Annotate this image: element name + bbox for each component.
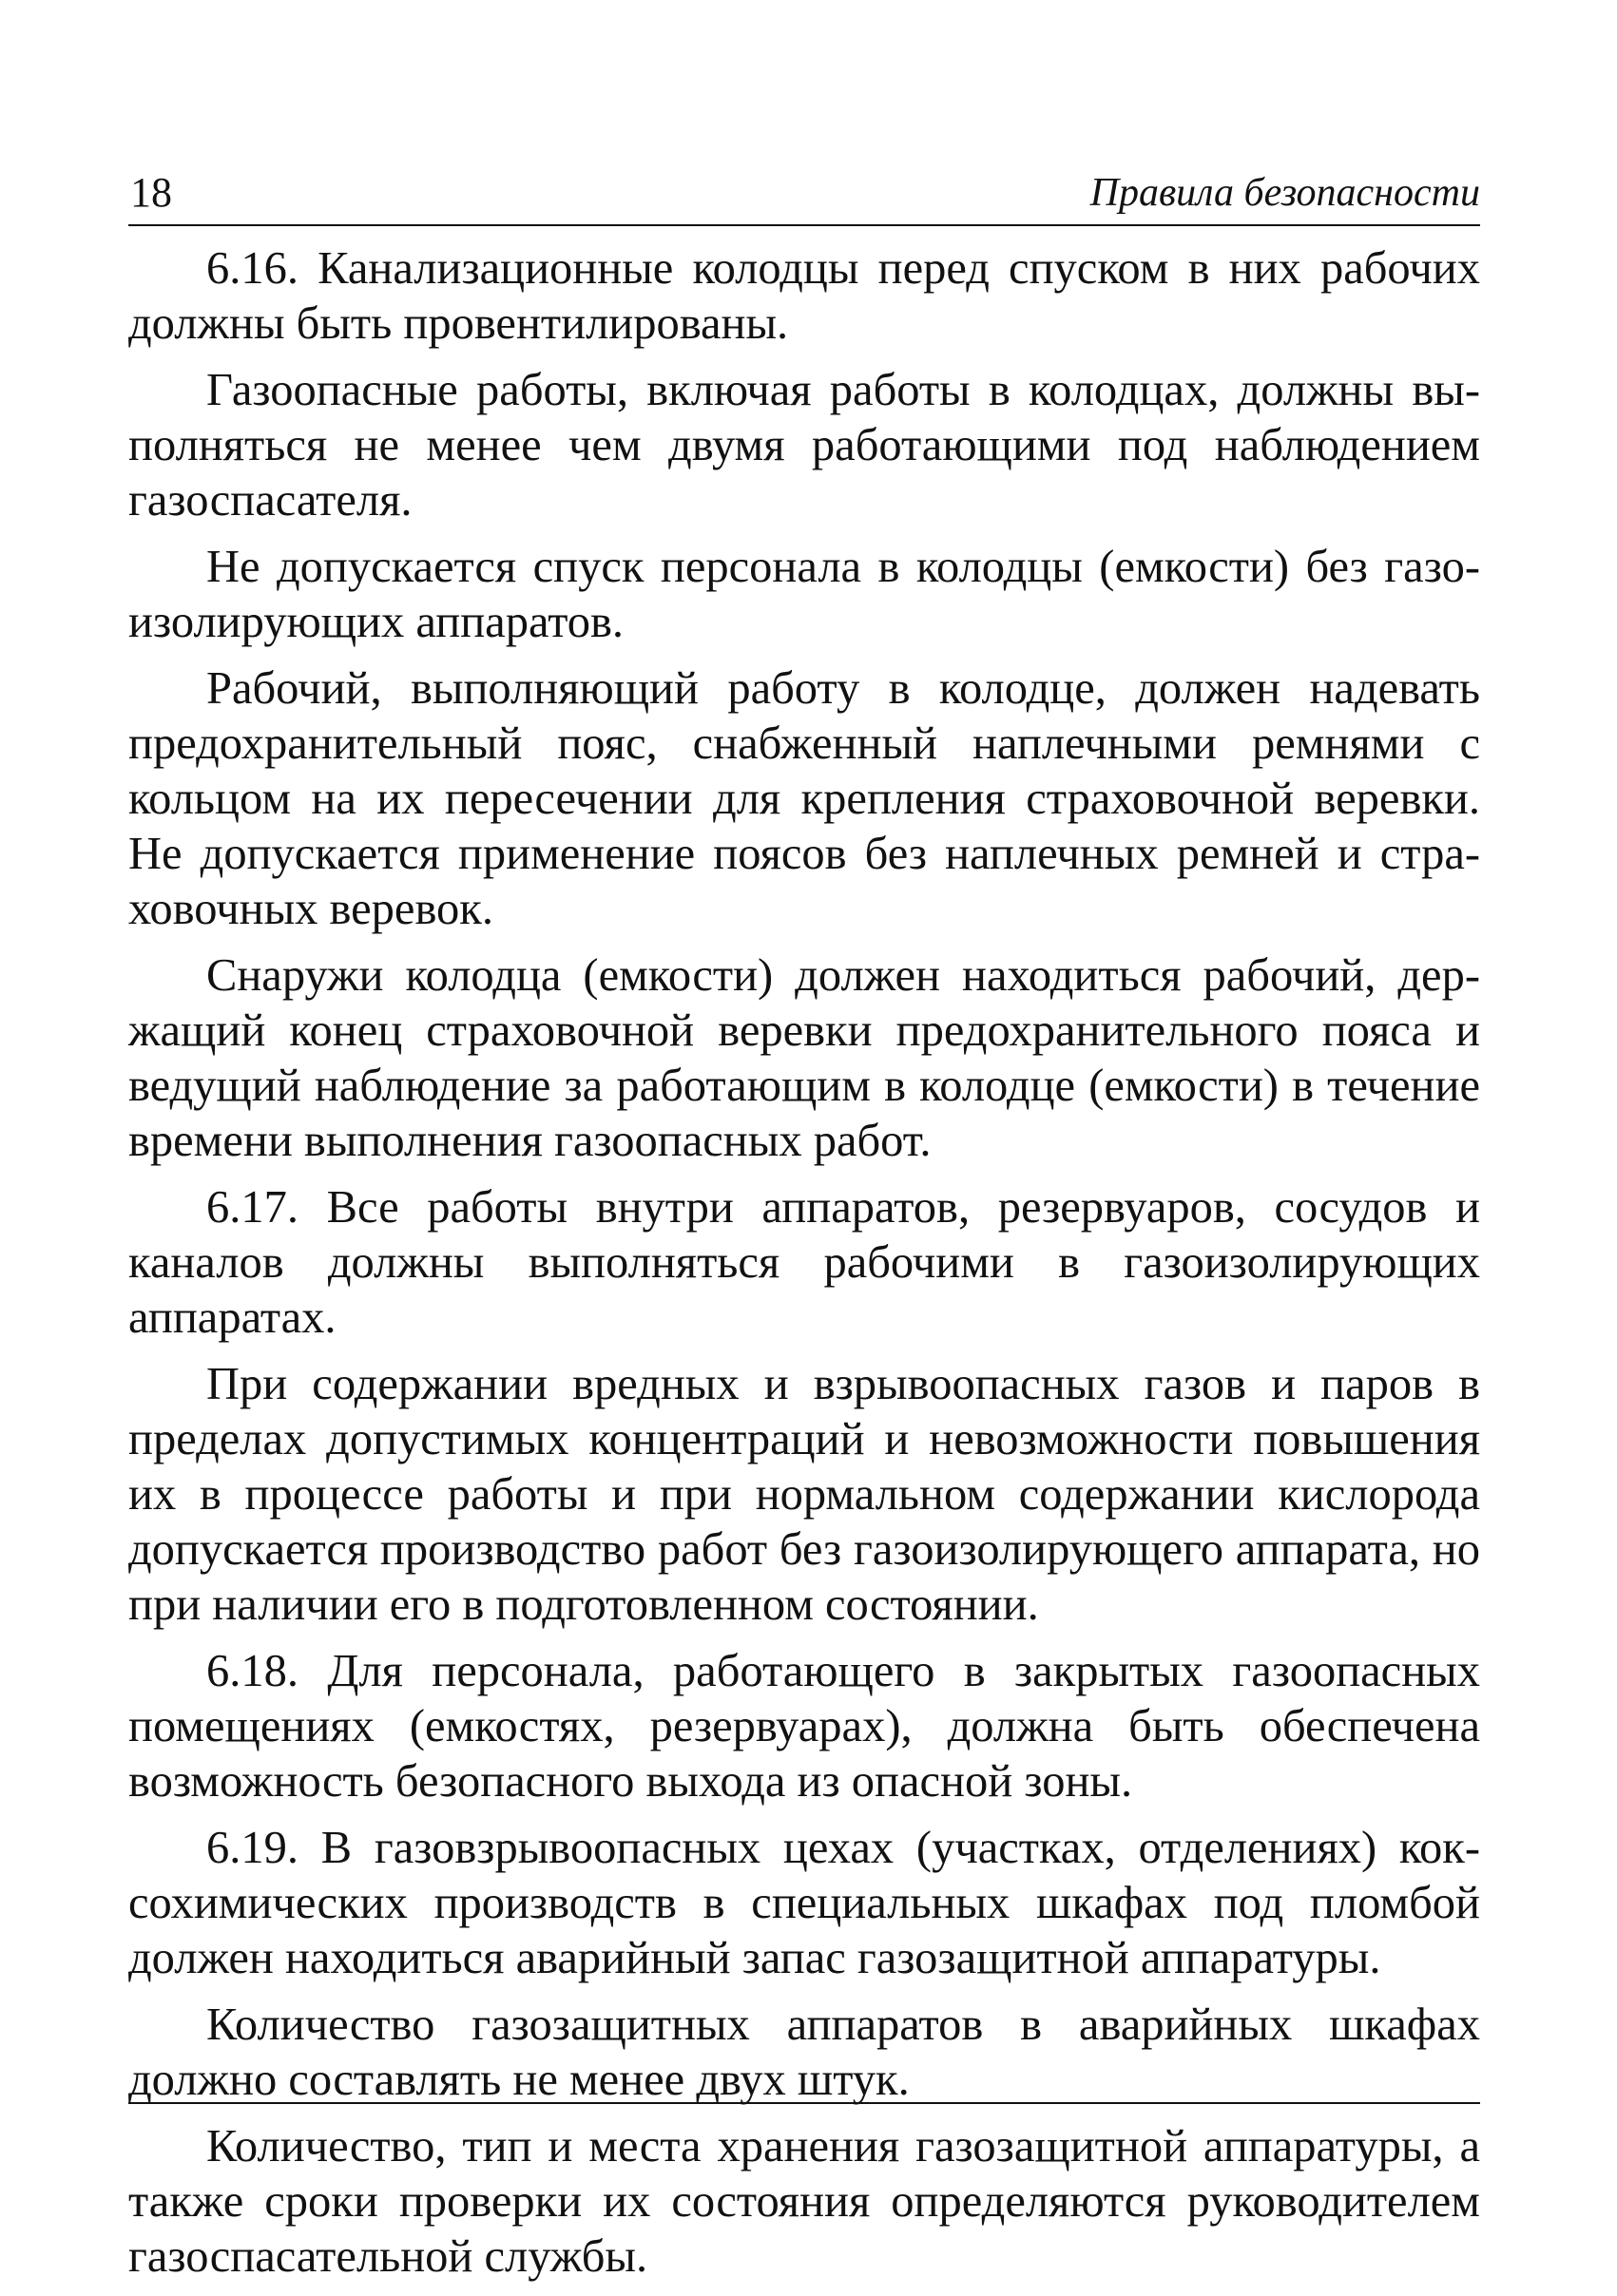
document-page [128, 0, 1480, 2282]
paragraph-6-18: 6.18. Для персонала, работающего в закрытых газоопасных помещениях (емкостях, резервуарах), должна быть обеспечена возможность безопасного выхода из опасной зоны. [128, 1646, 1480, 1807]
paragraph-6-16: 6.16. Канализационные колодцы перед спуском в них рабочих должны быть провентилированы. [128, 243, 1480, 349]
paragraph-6-17: 6.17. Все работы внутри аппаратов, резервуаров, сосудов и каналов должны выполняться рабочими в газоизолирующих аппаратах. [128, 1182, 1480, 1343]
body-text [128, 241, 1480, 2296]
paragraph-gas-hazard-work: Газоопасные работы, включая работы в колодцах, должны выполняться не менее чем двумя работающими под наблюдением газоспасателя. [128, 365, 1480, 526]
paragraph-descent-restriction: Не допускается спуск персонала в колодцы (емкости) без газоизолирующих аппаратов. [128, 542, 1480, 647]
bottom-rule [128, 2102, 1480, 2104]
page-number: 18 [130, 169, 172, 216]
paragraph-safety-belt: Рабочий, выполняющий работу в колодце, должен надевать предохранительный пояс, снабженный наплечными ремнями с кольцом на их пересечении для крепления страховочной веревки. Не допускается применение поясов без наплечных ремней и страховочных веревок. [128, 663, 1480, 934]
running-title: Правила безопасности [1089, 171, 1480, 215]
paragraph-outside-observer: Снаружи колодца (емкости) должен находиться рабочий, держащий конец страховочной веревки предохранительного пояса и ведущий наблюдение за работающим в колодце (емкости) в течение времени выполнения газоопасных работ. [128, 950, 1480, 1166]
paragraph-storage-and-checks: Количество, тип и места хранения газозащитной аппаратуры, а также сроки проверки их состояния определяются руководителем газоспасательной службы. [128, 2121, 1480, 2282]
paragraph-permissible-concentrations: При содержании вредных и взрывоопасных газов и паров в пределах допустимых концентраций и невозможности повышения их в процессе работы и при нормальном содержании кислорода допускается производство работ без газоизолирующего аппарата, но при наличии его в подготовленном состоянии. [128, 1359, 1480, 1630]
running-header [128, 163, 1480, 226]
paragraph-6-19: 6.19. В газовзрывоопасных цехах (участках, отделениях) коксохимических производств в специальных шкафах под пломбой должен находиться аварийный запас газозащитной аппаратуры. [128, 1823, 1480, 1983]
paragraph-apparatus-quantity: Количество газозащитных аппаратов в аварийных шкафах должно составлять не менее двух штук. [128, 1999, 1480, 2105]
